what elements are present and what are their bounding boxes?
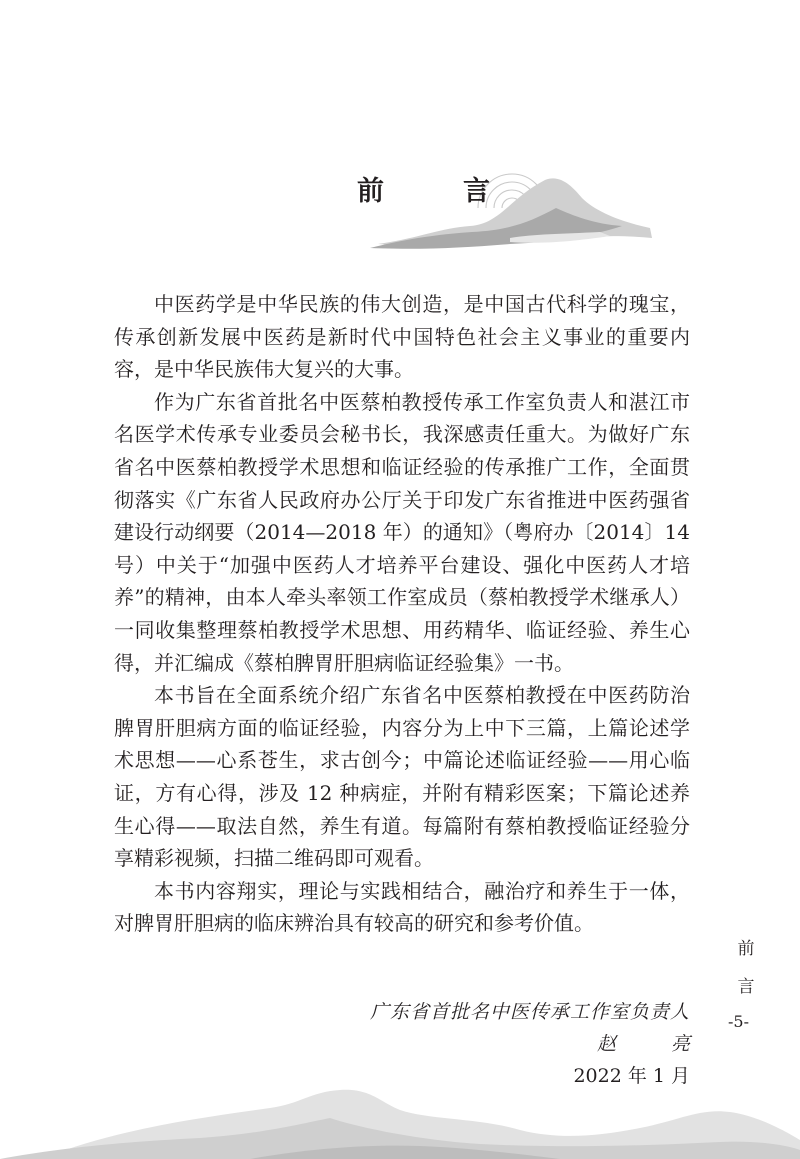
signature-name: 赵 亮 [596,1033,708,1055]
paragraph: 作为广东省首批名中医蔡柏教授传承工作室负责人和湛江市名医学术传承专业委员会秘书长，我深感责任重大。为做好广东省名中医蔡柏教授学术思想和临证经验的传承推广工作，全面贯彻落实《广东省人民政府办公厅关于印发广东省推进中医药强省建设行动纲要（2014—2018 年）的通知》（粤府办〔2014〕14 号）中关于“加强中医药人才培养平台建设、强化中医药人才培养”的精神，由本人牵头率领工作室成员（蔡柏教授学术继承人）一同收集整理蔡柏教授学术思想、用药精华、临证经验、养生心得，并汇编成《蔡柏脾胃肝胆病临证经验集》一书。 [114,389,690,675]
paragraph: 本书旨在全面系统介绍广东省名中医蔡柏教授在中医药防治脾胃肝胆病方面的临证经验，内容分为上中下三篇，上篇论述学术思想——心系苍生，求古创今；中篇论述临证经验——用心临证，方有心得，涉及 12 种病症，并附有精彩医案；下篇论述养生心得——取法自然，养生有道。每篇附有蔡柏教授临证经验分享精彩视频，扫描二维码即可观看。 [114,683,690,871]
signature-organization: 广东省首批名中医传承工作室负责人 [369,1001,690,1023]
paragraph: 中医药学是中华民族的伟大创造，是中国古代科学的瑰宝，传承创新发展中医药是新时代中国特色社会主义事业的重要内容，是中华民族伟大复兴的大事。 [114,292,690,382]
signature-date: 2022 年 1 月 [573,1065,690,1087]
side-section-label [734,930,758,1006]
mountain-footer-decoration-icon [0,1088,800,1159]
side-label-char: 前 [737,939,755,959]
signature-block [369,996,708,1092]
page-number: -5- [728,1012,749,1031]
side-label-char: 言 [737,977,755,997]
paragraph: 本书内容翔实，理论与实践相结合，融治疗和养生于一体，对脾胃肝胆病的临床辨治具有较高的研究和参考价值。 [114,878,690,936]
page-title: 前 言 [357,176,516,207]
preface-body [114,288,690,940]
